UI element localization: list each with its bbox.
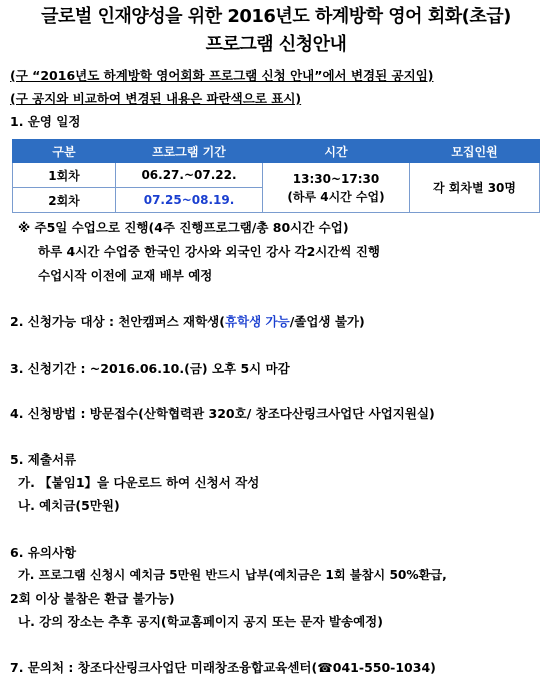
period-cell: 06.27.~07.22. [116,163,263,188]
section6-item1b: 2회 이상 불참은 환급 불가능) [10,591,175,606]
time-cell [263,163,410,213]
notice-line2: (구 공지와 비교하여 변경된 내용은 파란색으로 표시) [10,91,302,106]
time-note: (하루 4시간 수업) [287,189,385,204]
section6-item1a: 가. 프로그램 신청시 예치금 5만원 반드시 납부(예치금은 1회 불참시 50%환급, [18,568,447,582]
section5-item2: 나. 예치금(5만원) [18,498,120,513]
page-title-line2: 프로그램 신청안내 [205,34,347,55]
table-header-row [13,140,540,163]
schedule-note-3: 수업시작 이전에 교재 배부 예정 [38,268,213,283]
time-range: 13:30~17:30 [292,171,380,186]
col-header-time: 시간 [263,140,410,163]
col-header-round: 구분 [13,140,116,163]
page-title-line1: 글로벌 인재양성을 위한 2016년도 하계방학 영어 회화(초급) [41,6,511,27]
schedule-table [12,139,540,213]
schedule-note-1: ※ 주5일 수업으로 진행(4주 진행프로그램/총 80시간 수업) [18,220,349,235]
capacity-cell: 각 회차별 30명 [410,163,540,213]
round-cell: 2회차 [13,188,116,213]
period-cell: 07.25~08.19. [116,188,263,213]
eligibility-highlight: 휴학생 가능 [224,314,290,329]
eligibility-suffix: /졸업생 불가) [289,314,365,329]
col-header-period: 프로그램 기간 [116,140,263,163]
section5-item1: 가. 【붙임1】을 다운로드 하여 신청서 작성 [18,475,260,490]
section4-method: 4. 신청방법 : 방문접수(산학협력관 320호/ 창조다산링크사업단 사업지원실) [10,406,435,421]
section6-item2: 나. 강의 장소는 추후 공지(학교홈페이지 공지 또는 문자 발송예정) [18,614,383,629]
table-row [13,163,540,188]
section6-heading: 6. 유의사항 [10,545,77,560]
section3-period: 3. 신청기간 : ~2016.06.10.(금) 오후 5시 마감 [10,361,290,376]
eligibility-prefix: 2. 신청가능 대상 : 천안캠퍼스 재학생( [10,314,225,329]
section2-eligibility [10,312,365,330]
section7-contact: 7. 문의처 : 창조다산링크사업단 미래창조융합교육센터(☎041-550-1034) [10,660,436,675]
round-cell: 1회차 [13,163,116,188]
notice-line1: (구 “2016년도 하계방학 영어회화 프로그램 신청 안내”에서 변경된 공지임) [10,68,434,83]
section1-heading: 1. 운영 일정 [10,114,81,129]
col-header-capacity: 모집인원 [410,140,540,163]
section5-heading: 5. 제출서류 [10,452,77,467]
schedule-note-2: 하루 4시간 수업중 한국인 강사와 외국인 강사 각2시간씩 진행 [38,244,381,259]
